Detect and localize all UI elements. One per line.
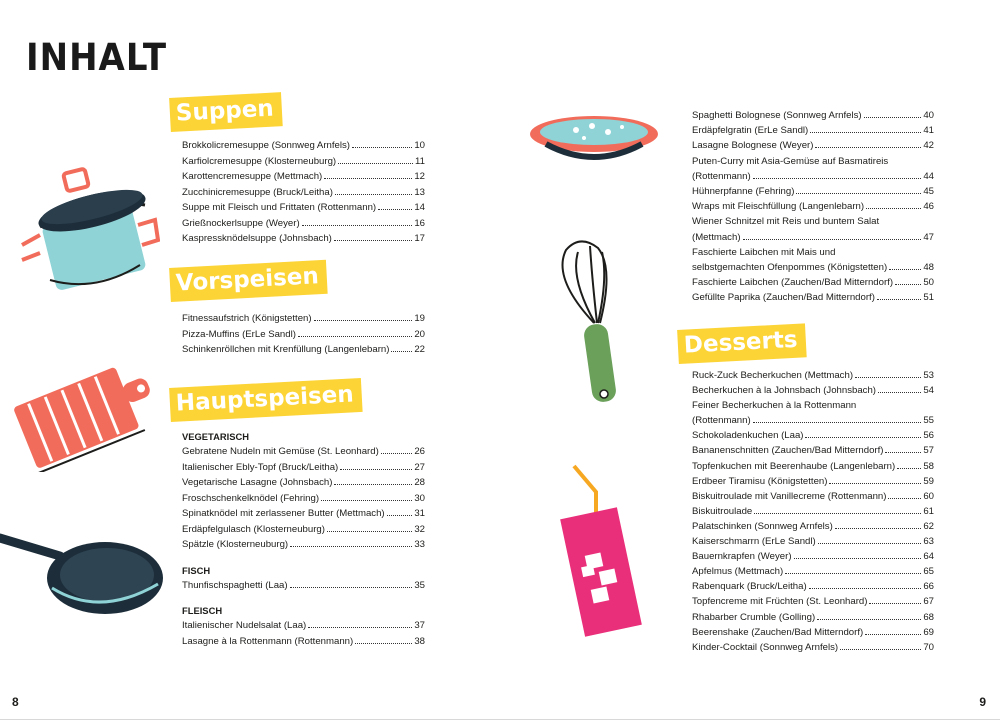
toc-entry-page: 32 (414, 523, 425, 535)
toc-entry (182, 578, 425, 594)
toc-vorspeisen (182, 311, 425, 358)
toc-entry-title: Erdäpfelgratin (ErLe Sandl) (692, 125, 809, 137)
toc-entry-page: 50 (923, 277, 934, 289)
toc-entry-page: 60 (923, 490, 934, 502)
toc-entry (692, 260, 934, 275)
toc-hauptspeisen (182, 429, 425, 649)
toc-entry (692, 290, 934, 305)
toc-entry (182, 522, 425, 538)
toc-entry-page: 40 (923, 110, 934, 121)
toc-leader-dots (805, 437, 921, 438)
toc-entry-page: 19 (414, 313, 425, 324)
toc-leader-dots (855, 377, 921, 378)
frying-pan-icon (0, 518, 165, 623)
toc-entry (182, 169, 425, 185)
toc-leader-dots (378, 209, 412, 210)
toc-entry (182, 634, 425, 650)
toc-entry-page: 11 (415, 155, 425, 167)
toc-entry-title: Gebratene Nudeln mit Gemüse (St. Leonhard) (182, 446, 379, 457)
toc-entry-title: Italienischer Nudelsalat (Laa) (182, 620, 307, 631)
toc-entry-title: Spätzle (Klosterneuburg) (182, 539, 289, 550)
toc-entry-title-continued: selbstgemachten Ofenpommes (Königstetten) (692, 262, 888, 274)
toc-entry-page: 56 (923, 430, 934, 442)
toc-entry (692, 368, 934, 383)
toc-entry-title: Kinder-Cocktail (Sonnweg Arnfels) (692, 641, 839, 653)
toc-entry-title: Pizza-Muffins (ErLe Sandl) (182, 328, 296, 340)
toc-entry (692, 640, 934, 655)
toc-entry (182, 506, 425, 522)
toc-entry-title: Lasagne à la Rottenmann (Rottenmann) (182, 635, 354, 647)
toc-entry (182, 327, 425, 343)
toc-leader-dots (794, 558, 922, 559)
toc-entry-title-continued: (Rottenmann) (692, 170, 751, 182)
toc-entry (692, 383, 934, 398)
toc-entry-page: 26 (414, 446, 425, 457)
toc-entry-title: Wraps mit Fleischfüllung (Langenlebarn) (692, 201, 865, 213)
toc-entry-page: 65 (923, 566, 934, 578)
toc-entry-page: 57 (923, 445, 934, 457)
toc-entry (182, 154, 425, 170)
toc-entry-page: 41 (923, 125, 934, 137)
toc-entry (692, 504, 934, 519)
subhead-fleisch: FLEISCH (182, 605, 223, 616)
toc-entry (182, 537, 425, 553)
toc-entry (182, 444, 425, 460)
toc-entry-page: 51 (923, 292, 934, 304)
toc-leader-dots (298, 336, 412, 337)
toc-leader-dots (308, 627, 412, 628)
toc-entry-page: 35 (414, 579, 425, 591)
toc-entry-page: 28 (414, 477, 425, 488)
toc-leader-dots (290, 587, 413, 588)
toc-entry (692, 199, 934, 214)
toc-entry (692, 169, 934, 184)
toc-entry (182, 475, 425, 491)
toc-entry-page: 66 (923, 581, 934, 593)
toc-leader-dots (829, 483, 921, 484)
toc-entry-page: 69 (923, 626, 934, 638)
toc-entry-page: 61 (923, 505, 934, 517)
toc-entry-title: Hühnerpfanne (Fehring) (692, 186, 795, 198)
toc-leader-dots (743, 239, 922, 240)
toc-leader-dots (334, 484, 412, 485)
toc-entry (692, 519, 934, 534)
toc-entry-title: Froschschenkelknödel (Fehring) (182, 492, 320, 504)
toc-entry-page: 62 (923, 520, 934, 532)
toc-entry-title: Puten-Curry mit Asia-Gemüse auf Basmatireis (692, 155, 889, 167)
toc-entry (692, 610, 934, 625)
toc-entry-page: 59 (923, 475, 934, 487)
toc-entry-page: 30 (414, 492, 425, 504)
bowl-icon (526, 110, 666, 168)
toc-leader-dots (290, 546, 412, 547)
toc-entry-title: Topfencreme mit Früchten (St. Leonhard) (692, 596, 868, 608)
toc-entry (692, 230, 934, 245)
toc-entry (182, 216, 425, 232)
whisk-icon (548, 238, 638, 410)
toc-leader-dots (355, 643, 412, 644)
toc-entry (692, 474, 934, 489)
toc-entry (182, 200, 425, 216)
toc-entry-title: Fitnessaufstrich (Königstetten) (182, 313, 312, 324)
toc-entry-title: Topfenkuchen mit Beerenhaube (Langenlebarn) (692, 460, 896, 472)
toc-entry-title: Bananenschnitten (Zauchen/Bad Mitterndorf) (692, 445, 884, 457)
cutting-board-icon (8, 352, 168, 472)
toc-entry-title: Brokkolicremesuppe (Sonnweg Arnfels) (182, 140, 350, 151)
toc-entry-page: 46 (923, 201, 934, 213)
toc-entry-title: Lasagne Bolognese (Weyer) (692, 140, 814, 152)
toc-entry-page: 44 (923, 170, 934, 182)
toc-entry-page: 68 (923, 611, 934, 623)
toc-entry-title: Faschierte Laibchen mit Mais und (692, 246, 836, 258)
toc-entry-title: Gefüllte Paprika (Zauchen/Bad Mitterndorf) (692, 292, 875, 304)
toc-entry (182, 460, 425, 476)
toc-leader-dots (818, 543, 922, 544)
toc-leader-dots (810, 132, 921, 133)
toc-entry-title: Grießnockerlsuppe (Weyer) (182, 217, 300, 229)
toc-leader-dots (889, 269, 921, 270)
toc-leader-dots (840, 649, 921, 650)
toc-leader-dots (302, 225, 413, 226)
toc-entry-title: Becherkuchen à la Johnsbach (Johnsbach) (692, 385, 876, 397)
toc-leader-dots (785, 573, 921, 574)
toc-entry (182, 185, 425, 201)
toc-entry-page: 22 (414, 344, 425, 355)
cooking-pot-icon (10, 165, 160, 295)
toc-entry (692, 459, 934, 474)
toc-entry (182, 618, 425, 634)
toc-entry-title: Ruck-Zuck Becherkuchen (Mettmach) (692, 370, 854, 381)
toc-leader-dots (885, 452, 921, 453)
toc-entry-title: Beerenshake (Zauchen/Bad Mitterndorf) (692, 626, 864, 638)
toc-entry (692, 579, 934, 594)
toc-leader-dots (387, 515, 413, 516)
toc-entry-page: 27 (414, 461, 425, 473)
toc-entry-page: 45 (923, 186, 934, 198)
toc-entry (692, 549, 934, 564)
toc-entry-page: 53 (923, 370, 934, 381)
toc-entry-page: 42 (923, 140, 934, 152)
toc-entry-title: Erdbeer Tiramisu (Königstetten) (692, 475, 828, 487)
toc-leader-dots (352, 147, 412, 148)
toc-entry-title: Biskuitroulade (692, 505, 753, 517)
toc-entry-page: 14 (414, 202, 425, 213)
toc-entry-title: Spinatknödel mit zerlassener Butter (Mettmach) (182, 508, 385, 519)
toc-entry-page: 54 (923, 385, 934, 397)
toc-leader-dots (878, 392, 921, 393)
toc-entry-title-continued: (Mettmach) (692, 231, 741, 243)
toc-entry-title: Feiner Becherkuchen à la Rottenmann (692, 400, 857, 412)
toc-leader-dots (335, 194, 412, 195)
section-title-desserts: Desserts (677, 323, 806, 364)
toc-fleisch (182, 618, 425, 649)
toc-entry-page: 31 (414, 508, 425, 519)
toc-leader-dots (817, 619, 921, 620)
toc-leader-dots (864, 117, 922, 118)
page-number-left: 8 (12, 695, 19, 709)
toc-entry (692, 413, 934, 428)
page-number-right: 9 (979, 695, 986, 709)
toc-entry-title: Italienischer Ebly-Topf (Bruck/Leitha) (182, 461, 339, 473)
toc-leader-dots (338, 163, 413, 164)
toc-entry (692, 534, 934, 549)
section-title-vorspeisen: Vorspeisen (169, 260, 328, 302)
toc-leader-dots (753, 178, 922, 179)
toc-entry (182, 231, 425, 247)
toc-entry-page: 58 (923, 460, 934, 472)
toc-entry-page: 70 (923, 641, 934, 653)
toc-entry (692, 138, 934, 153)
toc-entry-title: Bauernkrapfen (Weyer) (692, 551, 792, 563)
toc-entry-title: Vegetarische Lasagne (Johnsbach) (182, 477, 333, 488)
toc-fleisch-continued (692, 108, 934, 306)
page-edge-line (0, 719, 1000, 720)
toc-entry (692, 564, 934, 579)
toc-leader-dots (796, 193, 921, 194)
toc-entry-title: Thunfischspaghetti (Laa) (182, 579, 288, 591)
toc-entry (692, 594, 934, 609)
toc-entry (692, 275, 934, 290)
subhead-fisch: FISCH (182, 564, 211, 576)
toc-entry-title: Biskuitroulade mit Vanillecreme (Rottenmann) (692, 490, 887, 502)
toc-leader-dots (895, 284, 921, 285)
toc-leader-dots (753, 422, 922, 423)
toc-leader-dots (835, 528, 922, 529)
toc-leader-dots (327, 531, 412, 532)
toc-leader-dots (815, 147, 921, 148)
toc-entry-title: Rhabarber Crumble (Golling) (692, 611, 816, 623)
toc-entry-title: Karottencremesuppe (Mettmach) (182, 171, 323, 182)
toc-desserts (692, 368, 934, 655)
subhead-vegetarisch: VEGETARISCH (182, 431, 250, 442)
toc-leader-dots (869, 603, 921, 604)
toc-entry-page: 10 (414, 140, 425, 151)
toc-entry-page: 12 (414, 171, 425, 182)
toc-entry (182, 342, 425, 358)
toc-entry (692, 184, 934, 199)
toc-entry-title: Apfelmus (Mettmach) (692, 566, 784, 578)
toc-entry-page: 20 (414, 328, 425, 340)
toc-entry (182, 491, 425, 507)
section-title-suppen: Suppen (169, 92, 282, 132)
toc-entry-page: 13 (414, 186, 425, 198)
toc-entry (692, 625, 934, 640)
toc-leader-dots (754, 513, 921, 514)
toc-entry-page: 47 (923, 231, 934, 243)
toc-leader-dots (897, 468, 921, 469)
toc-leader-dots (340, 469, 412, 470)
toc-entry-title: Kaspressknödelsuppe (Johnsbach) (182, 233, 332, 244)
toc-leader-dots (391, 351, 412, 352)
toc-entry (182, 138, 425, 154)
toc-leader-dots (866, 208, 921, 209)
toc-entry (692, 428, 934, 443)
toc-vegetarisch (182, 444, 425, 553)
toc-entry-title: Schokoladenkuchen (Laa) (692, 430, 804, 442)
toc-entry-page: 33 (414, 539, 425, 550)
toc-entry-page: 37 (414, 620, 425, 631)
toc-entry-page: 63 (923, 536, 934, 548)
toc-entry (182, 311, 425, 327)
toc-entry-title-continued: (Rottenmann) (692, 415, 751, 427)
toc-entry-page: 64 (923, 551, 934, 563)
toc-entry-page: 55 (923, 415, 934, 427)
toc-fisch (182, 578, 425, 594)
juice-box-icon (560, 462, 650, 637)
toc-entry-title: Kaiserschmarrn (ErLe Sandl) (692, 536, 816, 548)
toc-entry (692, 123, 934, 138)
toc-entry-title: Erdäpfelgulasch (Klosterneuburg) (182, 523, 325, 535)
page-title: INHALT (26, 36, 168, 80)
toc-entry-title: Palatschinken (Sonnweg Arnfels) (692, 520, 833, 532)
toc-entry (692, 108, 934, 123)
toc-leader-dots (321, 500, 412, 501)
toc-entry-title: Wiener Schnitzel mit Reis und buntem Salat (692, 216, 880, 228)
toc-entry-title: Suppe mit Fleisch und Frittaten (Rottenmann) (182, 202, 377, 213)
toc-entry-page: 17 (414, 233, 425, 244)
toc-entry-title: Faschierte Laibchen (Zauchen/Bad Mitterndorf) (692, 277, 894, 289)
toc-leader-dots (877, 299, 921, 300)
toc-entry (692, 443, 934, 458)
toc-suppen (182, 138, 425, 247)
toc-entry-page: 16 (414, 217, 425, 229)
toc-entry (692, 489, 934, 504)
toc-entry-title: Zucchinicremesuppe (Bruck/Leitha) (182, 186, 333, 198)
toc-entry-title: Spaghetti Bolognese (Sonnweg Arnfels) (692, 110, 862, 121)
section-title-hauptspeisen: Hauptspeisen (169, 378, 362, 422)
toc-leader-dots (888, 498, 921, 499)
toc-entry-title: Schinkenröllchen mit Krenfüllung (Langenlebarn) (182, 344, 390, 355)
toc-leader-dots (314, 320, 413, 321)
toc-entry-page: 38 (414, 635, 425, 647)
toc-leader-dots (381, 453, 413, 454)
toc-leader-dots (334, 240, 412, 241)
toc-entry-page: 48 (923, 262, 934, 274)
toc-entry-page: 67 (923, 596, 934, 608)
toc-leader-dots (809, 588, 922, 589)
toc-entry-title: Karfiolcremesuppe (Klosterneuburg) (182, 155, 337, 167)
toc-leader-dots (324, 178, 412, 179)
toc-leader-dots (865, 634, 921, 635)
toc-entry-title: Rabenquark (Bruck/Leitha) (692, 581, 807, 593)
